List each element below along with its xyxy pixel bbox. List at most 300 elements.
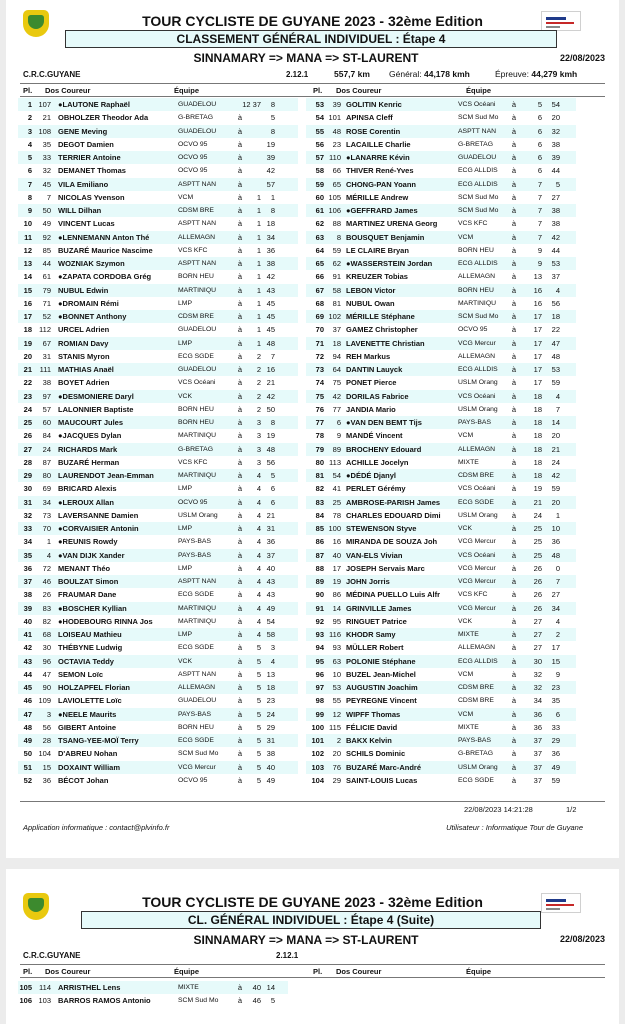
gap-prefix: à xyxy=(511,100,517,109)
bib-number: 57 xyxy=(42,404,51,414)
team-name: LMP xyxy=(178,564,192,572)
header-pl-right: Pl. xyxy=(313,86,323,95)
bib-number: 26 xyxy=(42,590,51,600)
bib-number: 84 xyxy=(42,431,51,441)
gap-minutes: 4 xyxy=(256,590,261,600)
rider-name: ROMIAN Davy xyxy=(58,338,109,348)
gap-prefix: à xyxy=(511,139,517,149)
ranking-row xyxy=(18,429,298,442)
gap-prefix: à xyxy=(237,510,243,520)
gap-minutes: 18 xyxy=(533,457,542,467)
rank-position: 99 xyxy=(315,709,324,719)
rider-name: TERRIER Antoine xyxy=(58,153,121,162)
gap-minutes: 37 xyxy=(533,736,542,745)
team-name: G-BRETAG xyxy=(458,750,493,758)
ranking-row xyxy=(18,994,288,1007)
stage-date: 22/08/2023 xyxy=(559,53,605,63)
team-name: CDSM BRE xyxy=(458,697,494,705)
gap-prefix: à xyxy=(237,630,243,639)
bib-number: 12 xyxy=(332,709,341,719)
ranking-row xyxy=(306,151,576,164)
ranking-row xyxy=(18,323,298,336)
gap-seconds: 4 xyxy=(555,285,560,295)
ranking-row xyxy=(18,668,298,681)
rank-position: 8 xyxy=(27,192,32,202)
gap-seconds: 13 xyxy=(266,669,275,679)
gap-seconds: 5 xyxy=(270,996,275,1006)
ranking-row xyxy=(18,734,298,747)
team-name: G-BRETAG xyxy=(178,114,213,122)
rank-position: 11 xyxy=(24,232,32,242)
gap-prefix: à xyxy=(511,590,517,600)
gap-seconds: 0 xyxy=(555,563,560,573)
rank-position: 21 xyxy=(23,365,32,374)
team-name: PAYS-BAS xyxy=(458,419,491,426)
bib-number: 94 xyxy=(332,351,341,361)
gap-minutes: 4 xyxy=(256,510,261,520)
ranking-row xyxy=(306,496,576,509)
header-rule-top xyxy=(20,83,605,84)
bib-number: 89 xyxy=(332,444,341,454)
gap-seconds: 42 xyxy=(266,272,275,282)
rank-position: 97 xyxy=(315,683,324,692)
bib-number: 108 xyxy=(38,126,51,136)
ranking-row xyxy=(306,482,576,495)
bib-number: 72 xyxy=(42,563,51,573)
gap-seconds: 9 xyxy=(555,669,560,679)
gap-seconds: 5 xyxy=(270,471,275,480)
ranking-row xyxy=(306,721,576,734)
ranking-row xyxy=(18,708,298,721)
gap-prefix: à xyxy=(237,471,243,480)
bib-number: 19 xyxy=(332,577,341,586)
gap-seconds: 20 xyxy=(551,431,560,441)
gap-prefix: à xyxy=(511,643,517,653)
gap-prefix: à xyxy=(237,219,243,229)
gap-minutes: 9 xyxy=(537,259,542,268)
ranking-row xyxy=(18,337,298,350)
rider-name: ●REUNIS Rowdy xyxy=(58,537,118,547)
rank-position: 95 xyxy=(315,656,324,666)
rider-name: ●DÉDÉ Djanyl xyxy=(346,471,396,480)
gap-seconds: 18 xyxy=(551,312,560,321)
gap-seconds: 48 xyxy=(551,351,560,361)
gap-minutes: 4 xyxy=(256,630,261,639)
rider-name: MENANT Théo xyxy=(58,563,111,573)
gap-minutes: 18 xyxy=(533,391,542,401)
team-name: PAYS-BAS xyxy=(458,737,491,744)
gap-minutes: 3 xyxy=(256,418,261,427)
team-name: ALLEMAGN xyxy=(178,233,216,241)
rider-name: ACHILLE Jocelyn xyxy=(346,457,409,467)
ranking-row xyxy=(306,655,576,668)
bib-number: 71 xyxy=(42,298,51,308)
gap-minutes: 32 xyxy=(533,683,542,692)
bib-number: 48 xyxy=(332,126,341,136)
rank-position: 50 xyxy=(23,749,32,759)
gap-minutes: 4 xyxy=(256,497,261,507)
rank-position: 66 xyxy=(315,272,324,282)
ranking-row xyxy=(18,641,298,654)
rider-name: ●NEELE Maurits xyxy=(58,709,117,719)
rider-name: DEGOT Damien xyxy=(58,139,114,149)
gap-seconds: 39 xyxy=(266,153,275,162)
gap-minutes: 13 xyxy=(533,272,542,282)
gap-seconds: 31 xyxy=(266,736,275,745)
ranking-row xyxy=(306,615,576,628)
team-name: OCVO 95 xyxy=(178,154,208,161)
gap-seconds: 4 xyxy=(270,656,275,666)
page2-date: 22/08/2023 xyxy=(559,934,605,944)
rank-position: 77 xyxy=(315,418,324,427)
gap-minutes: 2 xyxy=(256,351,261,361)
gap-seconds: 15 xyxy=(551,656,560,666)
page2-organizer-club: C.R.C.GUYANE xyxy=(23,951,81,960)
gap-minutes: 25 xyxy=(533,524,542,533)
bib-number: 37 xyxy=(332,325,341,335)
rider-name: ●LEROUX Allan xyxy=(58,497,114,507)
gap-seconds: 49 xyxy=(551,762,560,772)
gap-prefix: à xyxy=(511,285,517,295)
gap-seconds: 21 xyxy=(551,444,560,454)
gap-prefix: à xyxy=(237,484,243,494)
bib-number: 109 xyxy=(38,696,51,706)
gap-prefix: à xyxy=(511,245,517,255)
bib-number: 14 xyxy=(332,603,341,613)
rider-name: BÉCOT Johan xyxy=(58,775,109,785)
team-name: BORN HEU xyxy=(178,723,214,731)
rider-name: WIPFF Thomas xyxy=(346,709,401,719)
gap-prefix: à xyxy=(511,351,517,361)
team-name: USLM Orang xyxy=(458,405,498,413)
ranking-row xyxy=(306,231,576,244)
gap-prefix: à xyxy=(237,166,243,176)
rank-position: 64 xyxy=(315,245,324,255)
team-name: MARTINIQU xyxy=(178,617,217,625)
gap-seconds: 57 xyxy=(266,179,275,189)
rank-position: 5 xyxy=(27,153,32,162)
gap-prefix: à xyxy=(511,709,517,719)
gap-minutes: 4 xyxy=(256,484,261,494)
rank-position: 84 xyxy=(315,510,324,520)
page2-header-rule-top xyxy=(20,964,605,965)
ranking-row xyxy=(18,284,298,297)
rider-name: BROCHENY Edouard xyxy=(346,444,422,454)
gap-minutes: 5 xyxy=(256,643,261,653)
team-name: SCM Sud Mo xyxy=(458,114,499,122)
bib-number: 105 xyxy=(328,192,341,202)
race-code: 2.12.1 xyxy=(286,70,309,79)
rider-name: OBHOLZER Theodor Ada xyxy=(58,113,149,123)
gap-prefix: à xyxy=(511,431,517,441)
ranking-row xyxy=(306,416,576,429)
rider-name: LAVERSANNE Damien xyxy=(58,510,139,520)
gap-seconds: 53 xyxy=(551,259,560,268)
gap-prefix: à xyxy=(237,444,243,454)
gap-seconds: 8 xyxy=(270,100,275,109)
gap-minutes: 1 xyxy=(256,325,261,335)
rider-name: LAURENDOT Jean-Emman xyxy=(58,471,154,480)
rank-position: 45 xyxy=(23,683,32,692)
gap-minutes: 1 xyxy=(256,312,261,321)
ranking-row xyxy=(306,217,576,230)
bib-number: 24 xyxy=(42,444,51,454)
bib-number: 41 xyxy=(332,484,341,494)
results-page-1 xyxy=(6,0,619,858)
bib-number: 114 xyxy=(39,983,51,992)
gap-minutes: 17 xyxy=(533,351,542,361)
gap-minutes: 1 xyxy=(256,232,261,242)
ranking-row xyxy=(306,668,576,681)
ranking-row xyxy=(18,178,298,191)
rank-position: 59 xyxy=(315,179,324,189)
page2-header-pl-right: Pl. xyxy=(313,967,323,976)
gap-minutes: 16 xyxy=(533,298,542,308)
rider-name: ROSE Corentin xyxy=(346,126,401,136)
team-name: VCS Océani xyxy=(458,101,496,108)
team-name: VCK xyxy=(178,657,192,665)
gap-prefix: à xyxy=(511,471,517,480)
rank-position: 13 xyxy=(23,259,32,268)
rider-name: REH Markus xyxy=(346,351,391,361)
rider-name: POLONIE Stéphane xyxy=(346,656,416,666)
bib-number: 91 xyxy=(332,272,341,282)
ranking-row xyxy=(306,549,576,562)
gap-seconds: 2 xyxy=(555,630,560,639)
team-name: GUADELOU xyxy=(178,127,217,135)
bib-number: 79 xyxy=(42,285,51,295)
ranking-row xyxy=(306,747,576,760)
gap-minutes: 30 xyxy=(533,656,542,666)
rank-position: 40 xyxy=(23,616,32,626)
bib-number: 4 xyxy=(46,550,51,560)
gap-prefix: à xyxy=(237,298,243,308)
gap-seconds: 54 xyxy=(266,616,275,626)
ranking-row xyxy=(306,337,576,350)
ranking-row xyxy=(18,774,298,787)
gap-minutes: 5 xyxy=(256,722,261,732)
gap-prefix: à xyxy=(237,497,243,507)
gap-prefix: à xyxy=(237,431,243,441)
rank-position: 43 xyxy=(23,656,32,666)
gap-minutes: 27 xyxy=(533,630,542,639)
gap-seconds: 48 xyxy=(551,550,560,560)
gap-prefix: à xyxy=(511,577,517,586)
gap-prefix: à xyxy=(237,590,243,600)
gap-minutes: 18 xyxy=(533,418,542,427)
team-name: VCM xyxy=(458,432,474,440)
bib-number: 75 xyxy=(332,378,341,388)
bib-number: 53 xyxy=(332,683,341,692)
gap-prefix: à xyxy=(237,312,243,321)
gap-prefix: à xyxy=(237,259,243,268)
rank-position: 3 xyxy=(27,126,32,136)
team-name: MARTINIQU xyxy=(178,286,217,294)
rider-name: ●GEFFRARD James xyxy=(346,206,418,215)
bib-number: 15 xyxy=(42,762,51,772)
gap-minutes: 5 xyxy=(256,683,261,692)
gap-minutes: 3 xyxy=(256,444,261,454)
gap-prefix: à xyxy=(237,391,243,401)
rider-name: ●LENNEMANN Anton Thé xyxy=(58,232,150,242)
team-name: VCM xyxy=(458,233,474,241)
gap-minutes: 6 xyxy=(537,153,542,162)
gap-seconds: 10 xyxy=(551,524,560,533)
bib-number: 112 xyxy=(39,325,51,335)
team-name: VCS KFC xyxy=(458,591,488,599)
team-name: VCG Mercur xyxy=(458,339,496,347)
gap-seconds: 6 xyxy=(270,484,275,494)
rank-position: 53 xyxy=(315,100,324,109)
team-name: VCS Océani xyxy=(178,379,216,387)
rider-name: LAVIOLETTE Loïc xyxy=(58,696,122,706)
gap-prefix: à xyxy=(511,630,517,639)
bib-number: 87 xyxy=(42,457,51,467)
gap-minutes: 7 xyxy=(537,219,542,229)
gap-seconds: 17 xyxy=(551,643,560,653)
bib-number: 101 xyxy=(328,113,341,123)
rider-name: ●BONNET Anthony xyxy=(58,312,127,321)
bib-number: 104 xyxy=(38,749,51,759)
rank-position: 27 xyxy=(23,444,32,454)
rank-position: 104 xyxy=(311,775,324,785)
bib-number: 113 xyxy=(329,457,341,467)
gap-prefix: à xyxy=(237,775,243,785)
team-name: CDSM BRE xyxy=(458,472,494,479)
page2-header-equipe-left: Équipe xyxy=(174,967,200,976)
team-name: VCS KFC xyxy=(178,458,208,466)
gap-prefix: à xyxy=(237,378,243,388)
team-name: CDSM BRE xyxy=(178,207,214,214)
team-name: VCS Océani xyxy=(458,485,496,493)
general-speed: Général: 44,178 kmh xyxy=(389,69,470,79)
gap-prefix: à xyxy=(511,497,517,507)
rank-position: 36 xyxy=(23,563,32,573)
header-rule-bottom xyxy=(20,96,605,97)
ranking-row xyxy=(18,111,298,124)
team-name: VCK xyxy=(458,617,472,625)
gap-seconds: 36 xyxy=(266,245,275,255)
gap-seconds: 35 xyxy=(551,696,560,706)
ranking-row xyxy=(18,456,298,469)
gap-seconds: 43 xyxy=(266,590,275,600)
gap-seconds: 38 xyxy=(551,139,560,149)
ranking-row xyxy=(306,138,576,151)
gap-prefix: à xyxy=(237,749,243,759)
ranking-row xyxy=(18,694,298,707)
organizer-club: C.R.C.GUYANE xyxy=(23,70,81,79)
rank-position: 65 xyxy=(315,259,324,268)
gap-prefix: à xyxy=(511,510,517,520)
rider-name: SAINT-LOUIS Lucas xyxy=(346,775,418,785)
team-name: PAYS-BAS xyxy=(178,538,211,546)
rank-position: 7 xyxy=(27,179,32,189)
gap-minutes: 27 xyxy=(533,643,542,653)
rider-name: THIVER René-Yves xyxy=(346,166,414,176)
bib-number: 54 xyxy=(332,471,341,480)
gap-minutes: 2 xyxy=(256,391,261,401)
rank-position: 6 xyxy=(27,166,32,176)
rank-position: 71 xyxy=(315,338,324,348)
rank-position: 2 xyxy=(27,113,32,123)
rank-position: 81 xyxy=(315,471,324,480)
gap-seconds: 42 xyxy=(266,166,275,176)
team-name: SCM Sud Mo xyxy=(458,193,499,201)
gap-minutes: 16 xyxy=(533,285,542,295)
ranking-row xyxy=(18,257,298,270)
rank-position: 76 xyxy=(315,404,324,414)
rider-name: DOXAINT William xyxy=(58,762,121,772)
team-name: GUADELOU xyxy=(178,366,217,373)
ranking-row xyxy=(18,615,298,628)
page2-header-pl-left: Pl. xyxy=(23,967,33,976)
team-name: ECG SGDE xyxy=(458,776,494,784)
gap-seconds: 14 xyxy=(551,418,560,427)
gap-minutes: 46 xyxy=(252,996,261,1006)
gap-seconds: 36 xyxy=(551,537,560,547)
ranking-row xyxy=(306,681,576,694)
team-name: MIXTE xyxy=(458,631,479,638)
ranking-row xyxy=(18,164,298,177)
gap-minutes: 5 xyxy=(256,775,261,785)
rank-position: 44 xyxy=(23,669,32,679)
team-name: BORN HEU xyxy=(178,419,214,426)
gap-minutes: 2 xyxy=(256,365,261,374)
gap-seconds: 43 xyxy=(266,577,275,586)
rider-name: ●LAUTONE Raphaël xyxy=(58,100,130,109)
gap-seconds: 56 xyxy=(266,457,275,467)
gap-seconds: 37 xyxy=(551,272,560,282)
rider-name: ●JACQUES Dylan xyxy=(58,431,122,441)
ranking-row xyxy=(18,217,298,230)
bib-number: 25 xyxy=(332,497,341,507)
ranking-row xyxy=(306,429,576,442)
team-name: USLM Orang xyxy=(178,511,218,519)
bib-number: 9 xyxy=(336,431,341,441)
page-title: TOUR CYCLISTE DE GUYANE 2023 - 32ème Edition xyxy=(142,13,483,29)
team-name: ECG ALLDIS xyxy=(458,180,498,188)
rank-position: 26 xyxy=(23,431,32,441)
rank-position: 70 xyxy=(315,325,324,335)
rider-name: TSANG-YEE-MOÏ Terry xyxy=(58,736,139,745)
rank-position: 48 xyxy=(23,722,32,732)
team-name: VCG Mercur xyxy=(178,763,216,771)
gap-seconds: 38 xyxy=(551,206,560,215)
gap-minutes: 5 xyxy=(256,749,261,759)
gap-minutes: 17 xyxy=(533,312,542,321)
gap-minutes: 26 xyxy=(533,577,542,586)
rank-position: 61 xyxy=(315,206,324,215)
ranking-row xyxy=(18,496,298,509)
gap-seconds: 54 xyxy=(551,100,560,109)
rider-name: BAKX Kelvin xyxy=(346,736,392,745)
gap-seconds: 8 xyxy=(270,418,275,427)
gap-prefix: à xyxy=(511,192,517,202)
footer-application: Application informatique : contact@plvinfo.fr xyxy=(23,823,170,832)
gap-seconds: 32 xyxy=(551,126,560,136)
bib-number: 92 xyxy=(42,232,51,242)
ranking-row xyxy=(18,390,298,403)
gap-minutes: 18 xyxy=(533,471,542,480)
bib-number: 47 xyxy=(42,669,51,679)
ranking-row xyxy=(306,376,576,389)
rider-name: DORILAS Fabrice xyxy=(346,391,409,401)
gap-seconds: 27 xyxy=(551,192,560,202)
gap-prefix: à xyxy=(511,179,517,189)
gap-seconds: 14 xyxy=(266,983,275,992)
rider-name: ●VAN DIJK Xander xyxy=(58,550,125,560)
bib-number: 7 xyxy=(46,192,51,202)
